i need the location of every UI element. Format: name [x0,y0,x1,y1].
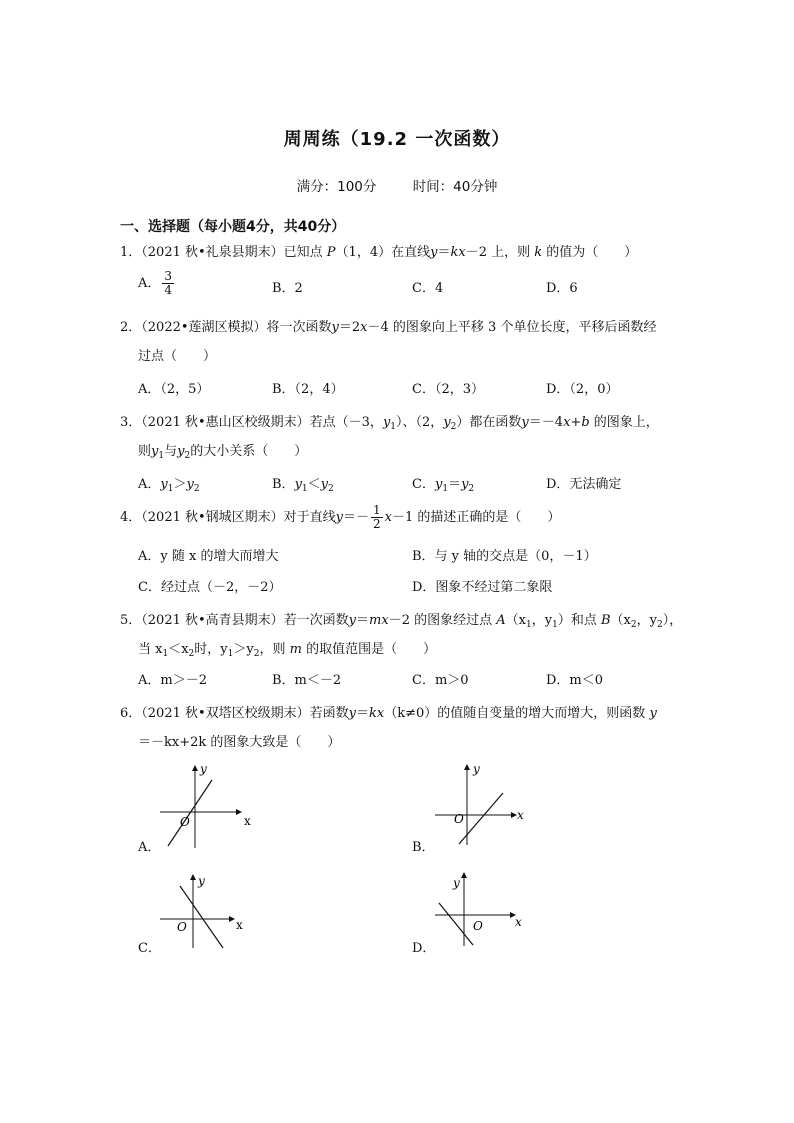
q2-option-d[interactable]: D．（2，0） [546,382,619,397]
fraction: $\frac{1}{2}$ [373,503,381,531]
q6-option-b[interactable]: B． [412,840,435,855]
y-label: y [473,762,480,776]
graph-d [435,868,535,958]
question-2: 2．（2022•莲湖区模拟）将一次函数y＝2x－4 的图象向上平移 3 个单位长度，平移后函数经 [120,320,657,335]
question-5: 5．（2021 秋•高青县期末）若一次函数y＝mx－2 的图象经过点 $A(x_1$，$y_1$）和点 $B(x_2$，$y_2$）， [120,613,683,630]
q2-option-c[interactable]: C．（2，3） [412,382,484,397]
q1-option-a[interactable]: A． $\frac{3}{4}$ [138,269,173,297]
graph-line [459,793,503,844]
y-label: y [453,876,460,890]
y-label: y [200,762,207,776]
q4-option-c[interactable]: C．经过点（－2，－2） [138,580,282,595]
q4-option-d[interactable]: D．图象不经过第二象限 [412,580,553,595]
fraction: $\frac{3}{4}$ [164,269,173,297]
q6-option-d[interactable]: D． [412,941,436,956]
q2-option-b[interactable]: B．（2，4） [272,382,344,397]
origin-label: O [177,920,187,934]
q1-option-b[interactable]: B．2 [272,281,303,296]
q1-option-d[interactable]: D．6 [546,281,578,296]
q5-option-b[interactable]: B．m＜－2 [272,673,342,688]
question-1: 1．（2021 秋•礼泉县期末）已知点 P（1，4）在直线y＝kx－2 上，则 k 的值为（ ） [120,245,638,260]
q5-option-d[interactable]: D．m＜0 [546,673,604,688]
graph-b [435,760,535,850]
y-axis-arrow-icon [190,874,196,880]
q6-option-c[interactable]: C． [138,941,161,956]
y-label: y [198,874,205,888]
q5-option-c[interactable]: C．m＞0 [412,673,469,688]
q5-option-a[interactable]: A．m＞－2 [138,673,207,688]
y-axis-arrow-icon [461,872,467,878]
q3-option-c[interactable]: C．$y_1=y_2$ [412,477,475,494]
question-4: 4．（2021 秋•钢城区期末）对于直线y＝－ $\frac{1}{2}$ x－1 的描述正确的是（ ） [120,503,561,531]
full-score: 满分：100分 [296,179,377,195]
question-3: 3．（2021 秋•惠山区校级期末）若点（－3，$y_1$）、（2，$y_2$）都在函数y＝－4x+b 的图象上， [120,415,659,432]
question-2-line-2: 过点（ ） [138,349,217,364]
graph-c [160,868,260,958]
y-axis-arrow-icon [464,764,470,770]
origin-label: O [473,919,483,933]
question-6-line-2: ＝－kx+2k 的图象大致是（ ） [138,735,341,750]
question-5-line-2: 当 $x_1<x_2$时，$y_1>y_2$，则 m 的取值范围是（ ） [138,642,437,659]
x-axis-arrow-icon [236,809,242,815]
graph-line [180,886,223,948]
q3-option-d[interactable]: D．无法确定 [546,477,622,492]
x-label: x [515,915,522,929]
x-label: x [517,808,524,822]
q1-option-c[interactable]: C．4 [412,281,444,296]
graph-line [439,903,473,945]
section-title: 一、选择题（每小题4分，共40分） [120,219,346,235]
q3-option-a[interactable]: A．$y_1>y_2$ [138,477,200,494]
q2-option-a[interactable]: A．（2，5） [138,382,210,397]
q4-option-a[interactable]: A．y 随 x 的增大而增大 [138,549,279,564]
x-axis-arrow-icon [229,916,235,922]
x-label: x [244,814,251,828]
question-6: 6．（2021 秋•双塔区校级期末）若函数y＝kx（k≠0）的值随自变量的增大而增大，则函数 y [120,706,657,721]
time-limit: 时间：40分钟 [412,179,498,195]
origin-label: O [180,815,190,829]
page-title: 周周练（19.2 一次函数） [283,129,511,150]
question-3-line-2: 则$y_1$与$y_2$的大小关系（ ） [138,444,308,461]
graph-line [168,780,212,846]
origin-label: O [454,812,464,826]
graph-a [160,760,260,850]
q4-option-b[interactable]: B．与 y 轴的交点是（0，－1） [412,549,597,564]
x-label: x [236,918,243,932]
exam-info [0,175,794,195]
y-axis-arrow-icon [192,765,198,771]
q6-option-a[interactable]: A． [138,840,161,855]
q3-option-b[interactable]: B．$y_1<y_2$ [272,477,334,494]
